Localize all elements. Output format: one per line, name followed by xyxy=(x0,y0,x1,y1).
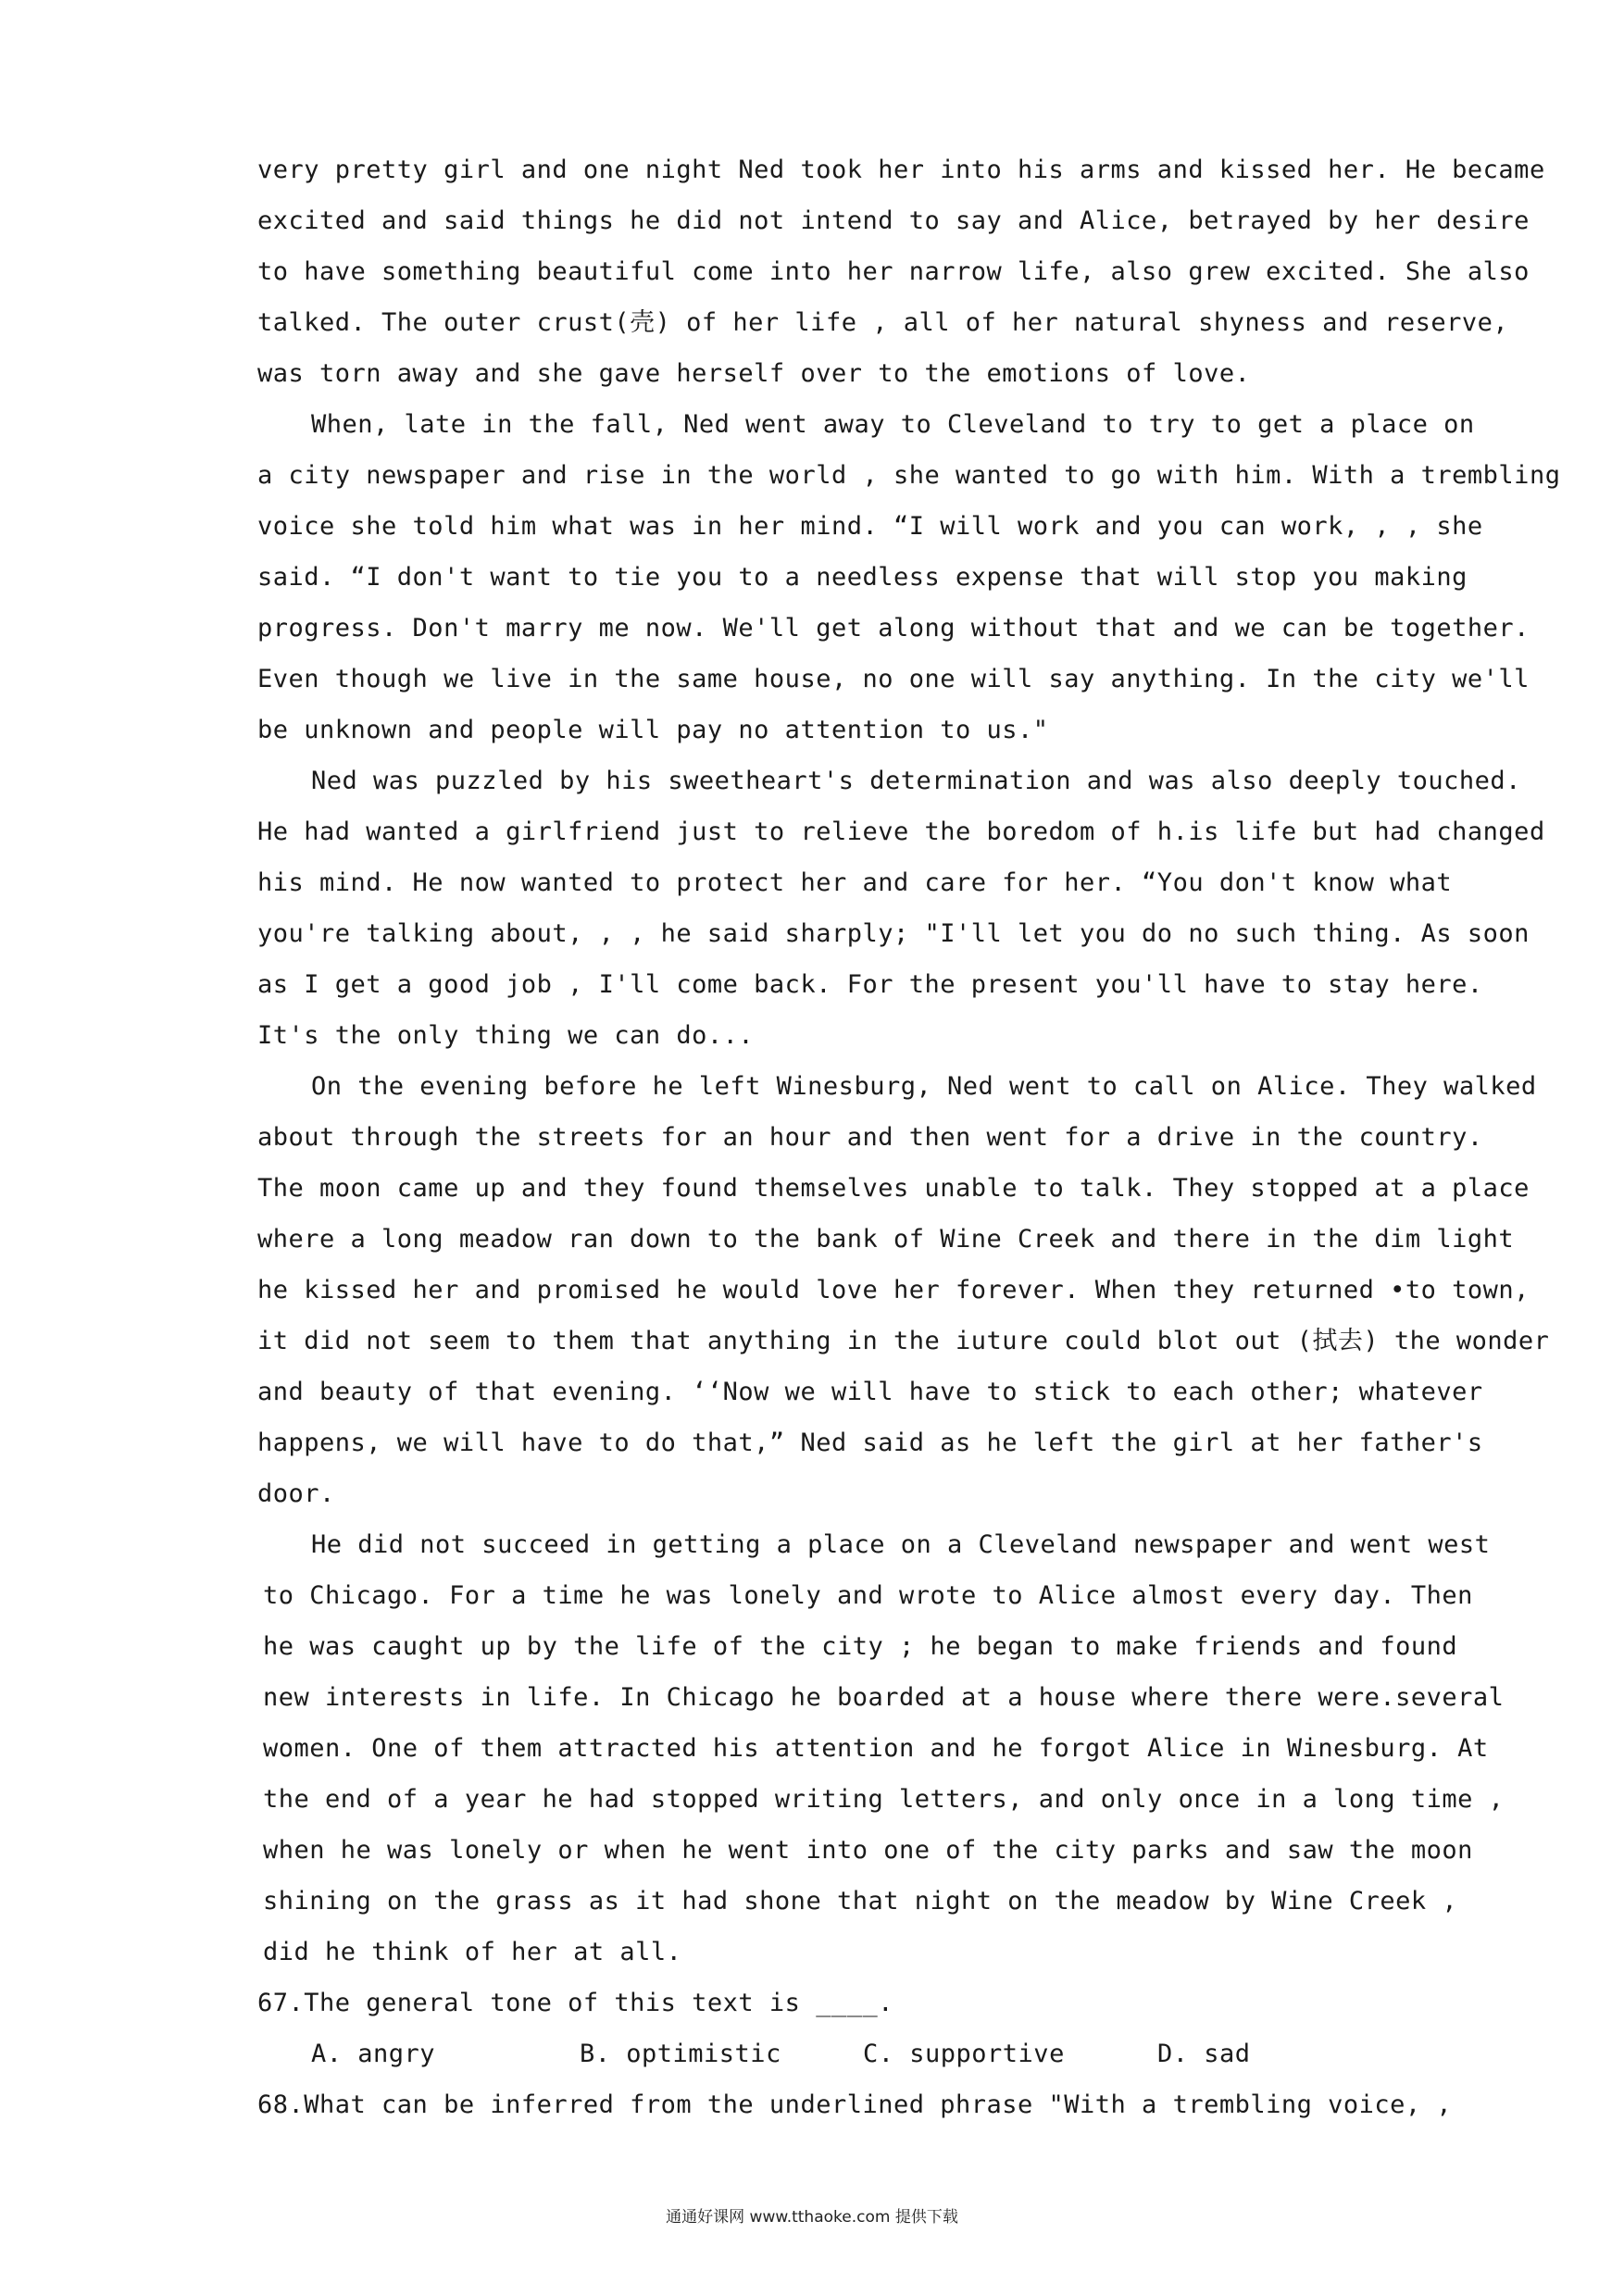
passage-line: to Chicago. For a time he was lonely and wrote to Alice almost every day. Then xyxy=(263,1581,1473,1610)
passage-line: excited and said things he did not intend to say and Alice, betrayed by her desire xyxy=(257,206,1530,235)
passage-line: Even though we live in the same house, no one will say anything. In the city we'll xyxy=(257,665,1530,693)
passage-text xyxy=(257,144,1561,2130)
passage-line: did he think of her at all. xyxy=(263,1938,682,1966)
passage-line: it did not seem to them that anything in the iuture could blot out (拭去) the wonder xyxy=(257,1327,1550,1355)
passage-line: a city newspaper and rise in the world , she wanted to go with him. With a trembling xyxy=(257,461,1561,490)
passage-line: It's the only thing we can do... xyxy=(257,1021,755,1050)
passage-line: talked. The outer crust(壳) of her life , all of her natural shyness and reserve, xyxy=(257,308,1509,337)
passage-line: he was caught up by the life of the city ; he began to make friends and found xyxy=(263,1632,1458,1661)
passage-line: door. xyxy=(257,1479,335,1508)
passage-line: Ned was puzzled by his sweetheart's determination and was also deeply touched. xyxy=(311,767,1521,795)
passage-line: voice she told him what was in her mind. “I will work and you can work, , , she xyxy=(257,512,1483,541)
option-d: D. sad xyxy=(1157,2040,1251,2068)
passage-line: to have something beautiful come into her narrow life, also grew excited. She also xyxy=(257,257,1530,286)
passage-line: happens, we will have to do that,” Ned said as he left the girl at her father's xyxy=(257,1429,1483,1457)
question-67: 67.The general tone of this text is ____. xyxy=(257,1989,893,2017)
passage-line: very pretty girl and one night Ned took her into his arms and kissed her. He became xyxy=(257,156,1545,184)
passage-line: be unknown and people will pay no attention to us." xyxy=(257,716,1049,744)
passage-line: he kissed her and promised he would love her forever. When they returned •to town, xyxy=(257,1276,1530,1304)
passage-line: the end of a year he had stopped writing letters, and only once in a long time , xyxy=(263,1785,1505,1814)
passage-line: On the evening before he left Winesburg, Ned went to call on Alice. They walked xyxy=(311,1072,1537,1101)
passage-line: where a long meadow ran down to the bank of Wine Creek and there in the dim light xyxy=(257,1225,1515,1254)
passage-line: He did not succeed in getting a place on a Cleveland newspaper and went west xyxy=(311,1530,1491,1559)
passage-line: The moon came up and they found themselves unable to talk. They stopped at a place xyxy=(257,1174,1530,1203)
passage-line: new interests in life. In Chicago he boarded at a house where there were.several xyxy=(263,1683,1505,1712)
question-68: 68.What can be inferred from the underlined phrase "With a trembling voice, , xyxy=(257,2090,1453,2119)
passage-line: When, late in the fall, Ned went away to Cleveland to try to get a place on xyxy=(311,410,1475,439)
option-c: C. supportive xyxy=(863,2040,1065,2068)
passage-line: said. “I don't want to tie you to a needless expense that will stop you making xyxy=(257,563,1468,592)
passage-line: as I get a good job , I'll come back. For the present you'll have to stay here. xyxy=(257,970,1483,999)
passage-line: was torn away and she gave herself over to the emotions of love. xyxy=(257,359,1251,388)
page-footer: 通通好课网 www.tthaoke.com 提供下载 xyxy=(666,2208,958,2227)
passage-line: his mind. He now wanted to protect her and care for her. “You don't know what xyxy=(257,868,1453,897)
passage-line: you're talking about, , , he said sharply; "I'll let you do no such thing. As soon xyxy=(257,919,1530,948)
passage-line: and beauty of that evening. ‘‘Now we will have to stick to each other; whatever xyxy=(257,1378,1483,1406)
question-67-options xyxy=(257,2028,1405,2079)
option-a: A. angry xyxy=(311,2040,436,2068)
passage-line: women. One of them attracted his attention and he forgot Alice in Winesburg. At xyxy=(263,1734,1489,1763)
passage-line: shining on the grass as it had shone that night on the meadow by Wine Creek , xyxy=(263,1887,1458,1915)
passage-line: progress. Don't marry me now. We'll get along without that and we can be together. xyxy=(257,614,1530,643)
passage-line: He had wanted a girlfriend just to relieve the boredom of h.is life but had changed xyxy=(257,817,1545,846)
passage-line: about through the streets for an hour and then went for a drive in the country. xyxy=(257,1123,1483,1152)
passage-line: when he was lonely or when he went into one of the city parks and saw the moon xyxy=(263,1836,1473,1865)
option-b: B. optimistic xyxy=(580,2040,781,2068)
